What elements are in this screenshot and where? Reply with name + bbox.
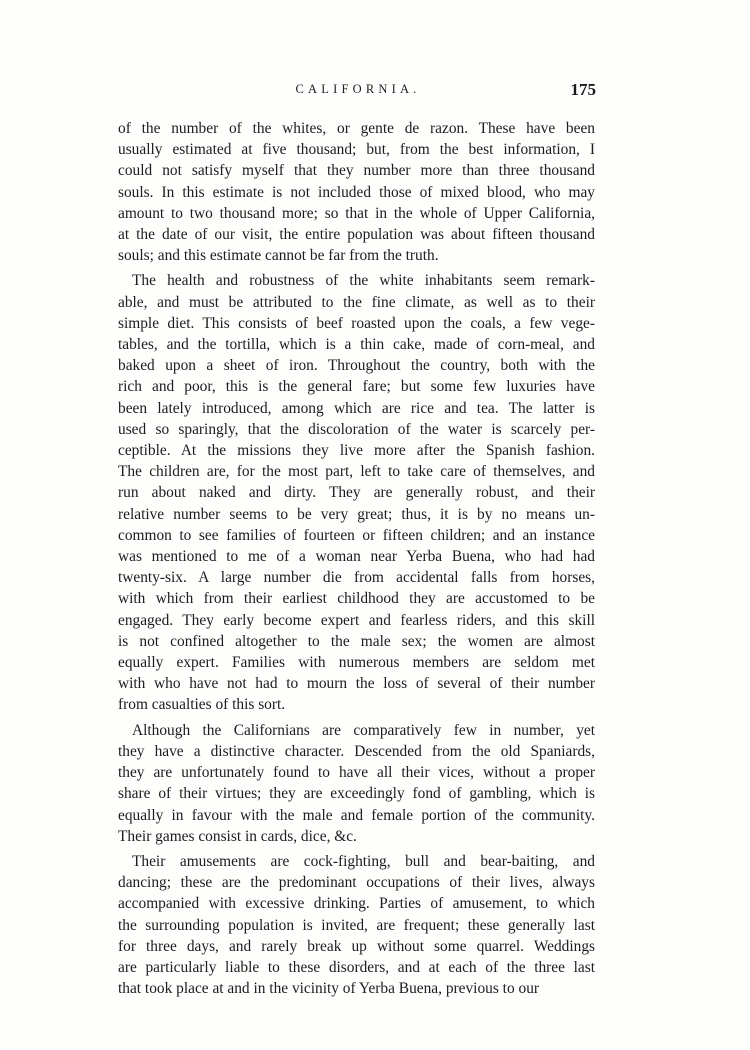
text-line: accompanied with excessive drinking. Parties of amusement, to which <box>118 895 595 913</box>
text-line: souls. In this estimate is not included those of mixed blood, who may <box>118 183 595 201</box>
text-line: ceptible. At the missions they live more after the Spanish fashion. <box>118 442 595 460</box>
page-number: 175 <box>570 80 596 99</box>
text-line: at the date of our visit, the entire population was about fifteen thousand <box>118 226 595 244</box>
text-line: relative number seems to be very great; thus, it is by no means un- <box>118 505 595 523</box>
text-line: share of their virtues; they are exceedingly fond of gambling, which is <box>118 785 595 803</box>
body-text <box>118 118 595 1003</box>
text-line: could not satisfy myself that they number more than three thousand <box>118 162 595 180</box>
text-line: are particularly liable to these disorders, and at each of the three last <box>118 958 595 976</box>
running-head <box>118 80 598 104</box>
text-line: with who have not had to mourn the loss of several of their number <box>118 675 595 693</box>
paragraph <box>118 720 595 847</box>
text-line: the surrounding population is invited, are frequent; these generally last <box>118 916 595 934</box>
text-line: equally in favour with the male and female portion of the community. <box>118 806 595 824</box>
text-line: with which from their earliest childhood they are accustomed to be <box>118 590 595 608</box>
text-line: they have a distinctive character. Descended from the old Spaniards, <box>118 742 595 760</box>
text-line: run about naked and dirty. They are generally robust, and their <box>118 484 595 502</box>
text-line: engaged. They early become expert and fearless riders, and this skill <box>118 611 595 629</box>
text-line: rich and poor, this is the general fare; but some few luxuries have <box>118 378 595 396</box>
text-line: able, and must be attributed to the fine climate, as well as to their <box>118 293 595 311</box>
text-line: is not confined altogether to the male sex; the women are almost <box>118 632 595 650</box>
text-line: amount to two thousand more; so that in the whole of Upper California, <box>118 204 595 222</box>
text-line: simple diet. This consists of beef roasted upon the coals, a few vege- <box>118 314 595 332</box>
text-line: usually estimated at five thousand; but, from the best information, I <box>118 141 595 159</box>
text-line: been lately introduced, among which are rice and tea. The latter is <box>118 399 595 417</box>
text-line: they are unfortunately found to have all their vices, without a proper <box>118 764 595 782</box>
text-line: Although the Californians are comparatively few in number, yet <box>132 721 595 739</box>
text-line: of the number of the whites, or gente de razon. These have been <box>118 120 595 137</box>
text-line: that took place at and in the vicinity of Yerba Buena, previous to our <box>118 980 540 998</box>
text-line: was mentioned to me of a woman near Yerba Buena, who had had <box>118 548 595 566</box>
text-line: for three days, and rarely break up without some quarrel. Weddings <box>118 937 595 955</box>
text-line: dancing; these are the predominant occupations of their lives, always <box>118 874 595 892</box>
text-line: from casualties of this sort. <box>118 696 286 714</box>
paragraph <box>118 118 595 266</box>
text-line: used so sparingly, that the discoloration of the water is scarcely per- <box>118 420 595 438</box>
paragraph <box>118 851 595 999</box>
text-line: equally expert. Families with numerous members are seldom met <box>118 654 595 672</box>
text-line: Their amusements are cock-fighting, bull and bear-baiting, and <box>132 852 595 870</box>
text-line: The health and robustness of the white inhabitants seem remark- <box>132 272 595 290</box>
text-line: baked upon a sheet of iron. Throughout the country, both with the <box>118 357 595 375</box>
text-line: The children are, for the most part, left to take care of themselves, and <box>118 463 595 481</box>
text-line: tables, and the tortilla, which is a thin cake, made of corn-meal, and <box>118 336 595 354</box>
paragraph <box>118 270 595 715</box>
running-title: CALIFORNIA. <box>295 82 421 96</box>
text-line: Their games consist in cards, dice, &c. <box>118 827 357 845</box>
text-line: twenty-six. A large number die from accidental falls from horses, <box>118 569 595 587</box>
text-line: common to see families of fourteen or fifteen children; and an instance <box>118 526 595 544</box>
text-line: souls; and this estimate cannot be far from the truth. <box>118 247 439 265</box>
